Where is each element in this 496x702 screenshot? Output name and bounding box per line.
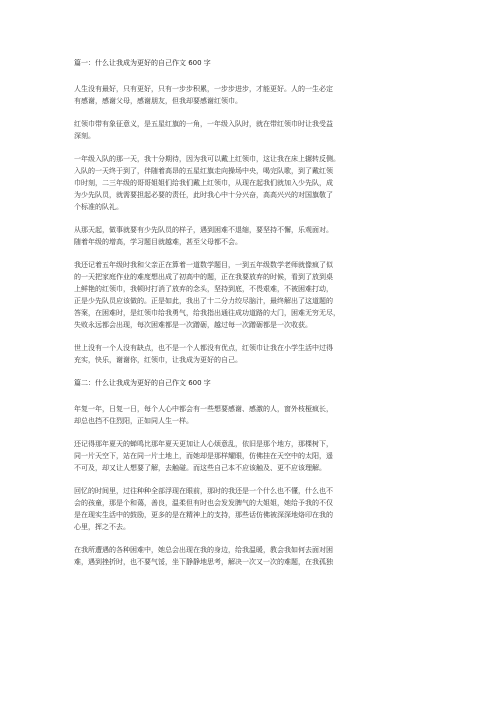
- article-2-body: [74, 403, 436, 568]
- text-line: 一年级入队的那一天，我十分期待，因为我可以戴上红领巾，这让我在床上辗转反侧。: [74, 155, 340, 163]
- text-line: 会的孩童，那是个和蔼，善良，温柔但有时也会发发脾气的大姐姐，她给予我的不仅: [74, 499, 333, 507]
- text-line: 难，遇到挫折时，也不要气馁，坐下静静地思考，解决一次又一次的难题，在我孤独: [74, 558, 333, 566]
- text-line: 随着年级的增高，学习题目就越难，甚至父母都不会。: [74, 238, 242, 246]
- paragraph: [74, 438, 436, 474]
- text-line: 上鲜艳的红领巾，我顿时打消了放弃的念头，坚持到底，不畏艰难，不被困难打动，: [74, 285, 333, 293]
- text-line: 答案，在困难时，是红领巾给我勇气，给我指出通往成功道路的大门，困难无穷无尽，: [74, 309, 340, 317]
- text-line: 在我所遭遇的各种困难中，她总会出现在我的身边，给我温暖，教会我如何去面对困: [74, 546, 333, 554]
- paragraph: [74, 485, 436, 533]
- text-line: 从那天起，做事就要有少先队员的样子，遇到困难不退缩，要坚持不懈，乐观面对。: [74, 226, 333, 234]
- text-line: 深刻。: [74, 132, 95, 140]
- text-line: 回忆的时间里，过往种种全部浮现在眼前，那时的我还是一个什么也不懂，什么也不: [74, 487, 333, 495]
- article-1-title: 篇一：什么让我成为更好的自己作文 600 字: [74, 59, 211, 67]
- paragraph: [74, 259, 436, 331]
- text-line: 还记得那年夏天的蝉鸣比那年夏天更加让人心烦意乱，依旧是那个地方，那棵树下，: [74, 440, 333, 448]
- text-line: 为少先队员，就需要担起必要的责任，此时我心中十分兴奋，高高兴兴的对国旗敬了: [74, 191, 333, 199]
- text-line: 充实，快乐，谢谢你，红领巾，让我成为更好的自己。: [74, 356, 242, 364]
- text-line: 有感谢，感谢父母，感谢朋友，但我却要感谢红领巾。: [74, 97, 242, 105]
- text-line: 世上没有一个人没有缺点，也不是一个人都没有优点，红领巾让我在小学生活中过得: [74, 344, 333, 352]
- paragraph: [74, 83, 436, 107]
- text-line: 红领巾带有象征意义，是五星红旗的一角，一年级入队时，就在带红领巾时让我受益: [74, 120, 333, 128]
- text-line: 的一天把家庭作业的难度想出成了初高中的题，正在我要放弃的时候，看到了放到桌: [74, 273, 333, 281]
- text-line: 入队的一天终于到了，伴随着高昂的五星红旗走向操场中央，喝完队歌，到了戴红领: [74, 167, 333, 175]
- text-line: 正是少先队员应该做的。正是如此，我出了十二分力绞尽脑汁，最终解出了这道题的: [74, 297, 333, 305]
- paragraph: [74, 224, 436, 248]
- paragraph: [74, 118, 436, 142]
- paragraph: [74, 544, 436, 568]
- paragraph: [74, 403, 436, 427]
- document-body: [74, 57, 436, 579]
- text-line: 个标准的队礼。: [74, 203, 123, 211]
- text-line: 我还记着五年级时我和父亲正在算着一道数学题目，一到五年级数学老师就像疯了似: [74, 261, 333, 269]
- text-line: 是在现实生活中的鼓励，更多的是在精神上的支持，那些话仿佛被深深地烙印在我的: [74, 511, 333, 519]
- text-line: 年复一年，日复一日，每个人心中都会有一些想要感谢、感激的人，窗外枝桠疯长，: [74, 405, 333, 413]
- text-line: 不可及，却又让人想要了解，去触碰。而这些自己本不应该触及、更不应该理解。: [74, 464, 326, 472]
- text-line: 却总也挡不住烈阳，正如同人生一样。: [74, 417, 193, 425]
- paragraph: [74, 153, 436, 213]
- text-line: 巾时刻，二三年级的哥哥姐姐们给我们戴上红领巾，从现在起我们就加入少先队，成: [74, 179, 333, 187]
- article-1-body: [74, 83, 436, 366]
- text-line: 失败永远都会出现，每次困难都是一次蹭砺，越过每一次蹭砺都是一次收获。: [74, 321, 312, 329]
- text-line: 人生没有最好，只有更好，只有一步步积累，一步步进步，才能更好。人的一生必定: [74, 85, 333, 93]
- text-line: 同一片天空下，站在同一片土地上，而她却是那样耀眼，仿佛挂在天空中的太阳，遥: [74, 452, 333, 460]
- paragraph: [74, 342, 436, 366]
- text-line: 心里，挥之不去。: [74, 523, 130, 531]
- article-2-title: 篇二：什么让我成为更好的自己作文 600 字: [74, 379, 211, 387]
